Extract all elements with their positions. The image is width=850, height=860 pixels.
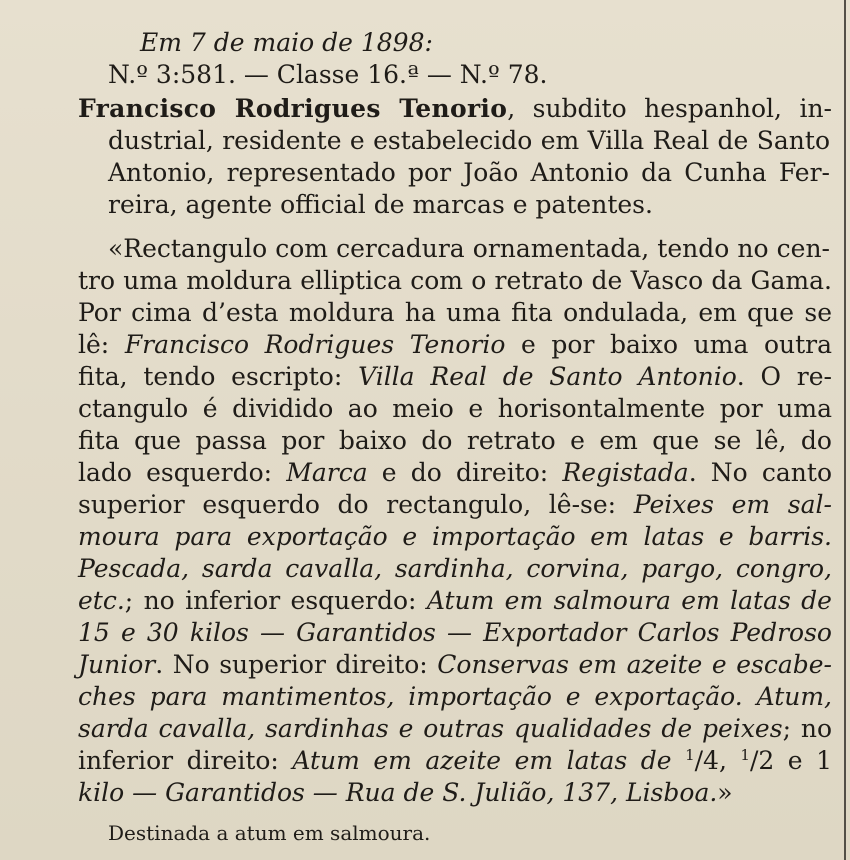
desc-line-13: 15 e 30 kilos — Garantidos — Exportador Carlos Pedroso bbox=[78, 618, 832, 647]
column-rule bbox=[844, 0, 846, 860]
desc-line-17: inferior direito: Atum em azeite em latas de $^1$/4, $^1$/2 e 1 bbox=[78, 746, 832, 775]
desc-line-6: ctangulo é dividido ao meio e horisontalmente por uma bbox=[78, 394, 832, 423]
desc-line-2: tro uma moldura elliptica com o retrato de Vasco da Gama. bbox=[78, 266, 832, 295]
applicant-name: Francisco Rodrigues Tenorio bbox=[78, 94, 508, 123]
desc-line-12: etc.; no inferior esquerdo: Atum em salmoura em latas de bbox=[78, 586, 832, 615]
desc-line-5: fita, tendo escripto: Villa Real de Santo Antonio. O re- bbox=[78, 362, 832, 391]
desc-line-11: Pescada, sarda cavalla, sardinha, corvina, pargo, congro, bbox=[78, 554, 832, 583]
desc-line-4: lê: Francisco Rodrigues Tenorio e por baixo uma outra bbox=[78, 330, 832, 359]
applicant-line-4: reira, agente official de marcas e patentes. bbox=[108, 190, 653, 219]
desc-line-18: kilo — Garantidos — Rua de S. Julião, 137, Lisboa.» bbox=[78, 778, 733, 807]
desc-line-3: Por cima d’esta moldura ha uma fita ondulada, em que se bbox=[78, 298, 832, 327]
desc-line-8: lado esquerdo: Marca e do direito: Registada. No canto bbox=[78, 458, 832, 487]
entry-number: N.º 3:581. — Classe 16.ª — N.º 78. bbox=[108, 60, 548, 89]
destination-note: Destinada a atum em salmoura. bbox=[108, 821, 431, 845]
applicant-line-3: Antonio, representado por João Antonio da Cunha Fer- bbox=[108, 158, 830, 187]
desc-line-16: sarda cavalla, sardinhas e outras qualidades de peixes; no bbox=[78, 714, 832, 743]
applicant-line-2: dustrial, residente e estabelecido em Villa Real de Santo bbox=[108, 126, 830, 155]
entry-date: Em 7 de maio de 1898: bbox=[140, 28, 433, 57]
desc-line-1: «Rectangulo com cercadura ornamentada, tendo no cen- bbox=[108, 234, 830, 263]
applicant-line-1: Francisco Rodrigues Tenorio, subdito hespanhol, in- bbox=[78, 94, 832, 123]
desc-line-7: fita que passa por baixo do retrato e em que se lê, do bbox=[78, 426, 832, 455]
desc-line-15: ches para mantimentos, importação e exportação. Atum, bbox=[78, 682, 832, 711]
desc-line-14: Junior. No superior direito: Conservas em azeite e escabe- bbox=[78, 650, 832, 679]
desc-line-10: moura para exportação e importação em latas e barris. bbox=[78, 522, 832, 551]
desc-line-9: superior esquerdo do rectangulo, lê-se: Peixes em sal- bbox=[78, 490, 832, 519]
